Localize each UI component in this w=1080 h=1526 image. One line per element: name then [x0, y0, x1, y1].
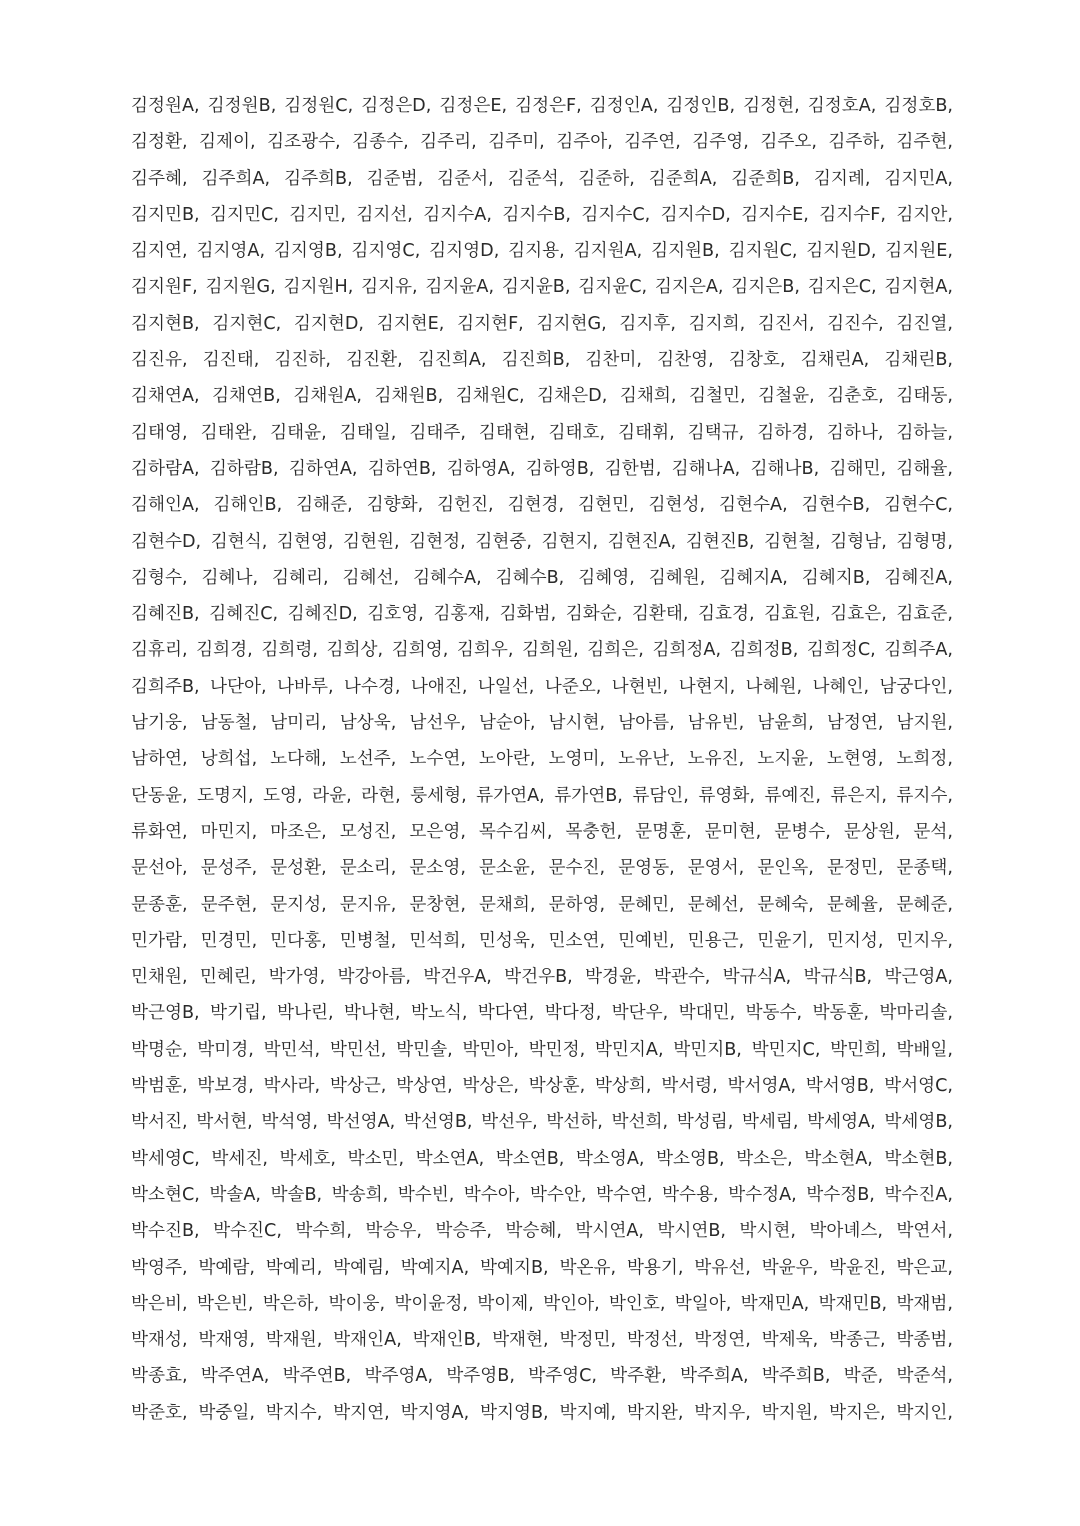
name-line: 박범훈, 박보경, 박사라, 박상근, 박상연, 박상은, 박상훈, 박상희, 박서령, 박서영A, 박서영B, 박서영C, — [131, 1076, 953, 1097]
name-line: 박은비, 박은빈, 박은하, 박이웅, 박이윤정, 박이제, 박인아, 박인호, 박일아, 박재민A, 박재민B, 박재범, — [131, 1293, 953, 1314]
name-line: 박준호, 박중일, 박지수, 박지연, 박지영A, 박지영B, 박지예, 박지완, 박지우, 박지원, 박지은, 박지인, — [131, 1402, 953, 1423]
name-line: 김휴리, 김희경, 김희령, 김희상, 김희영, 김희우, 김희원, 김희은, 김희정A, 김희정B, 김희정C, 김희주A, — [131, 640, 953, 661]
name-line: 김지민B, 김지민C, 김지민, 김지선, 김지수A, 김지수B, 김지수C, 김지수D, 김지수E, 김지수F, 김지안, — [131, 204, 953, 225]
name-line: 민가람, 민경민, 민다홍, 민병철, 민석희, 민성욱, 민소연, 민예빈, 민용근, 민윤기, 민지성, 민지우, — [131, 930, 953, 951]
name-line: 단동윤, 도명지, 도영, 라윤, 라현, 룽세형, 류가연A, 류가연B, 류담인, 류영화, 류예진, 류은지, 류지수, — [131, 785, 953, 806]
name-line: 남하연, 낭희섭, 노다해, 노선주, 노수연, 노아란, 노영미, 노유난, 노유진, 노지윤, 노현영, 노희정, — [131, 749, 953, 770]
name-line: 박서진, 박서현, 박석영, 박선영A, 박선영B, 박선우, 박선하, 박선희, 박성림, 박세림, 박세영A, 박세영B, — [131, 1112, 953, 1133]
name-line: 김지연, 김지영A, 김지영B, 김지영C, 김지영D, 김지용, 김지원A, 김지원B, 김지원C, 김지원D, 김지원E, — [131, 241, 953, 262]
name-line: 박명순, 박미경, 박민석, 박민선, 박민솔, 박민아, 박민정, 박민지A, 박민지B, 박민지C, 박민희, 박배일, — [131, 1039, 953, 1060]
name-line: 김지현B, 김지현C, 김지현D, 김지현E, 김지현F, 김지현G, 김지후, 김지희, 김진서, 김진수, 김진열, — [131, 313, 953, 334]
name-line: 김채연A, 김채연B, 김채원A, 김채원B, 김채원C, 김채은D, 김채희, 김철민, 김철윤, 김춘호, 김태동, — [131, 386, 953, 407]
name-line: 문종훈, 문주현, 문지성, 문지유, 문창현, 문채희, 문하영, 문혜민, 문혜선, 문혜숙, 문혜율, 문혜준, — [131, 894, 953, 915]
name-line: 김주혜, 김주희A, 김주희B, 김준범, 김준서, 김준석, 김준하, 김준희A, 김준희B, 김지례, 김지민A, — [131, 168, 953, 189]
name-line: 김희주B, 나단아, 나바루, 나수경, 나애진, 나일선, 나준오, 나현빈, 나현지, 나혜원, 나혜인, 남궁다인, — [131, 676, 953, 697]
name-list — [131, 88, 953, 1431]
name-line: 김진유, 김진태, 김진하, 김진환, 김진희A, 김진희B, 김찬미, 김찬영, 김창호, 김채린A, 김채린B, — [131, 350, 953, 371]
name-line: 김정원A, 김정원B, 김정원C, 김정은D, 김정은E, 김정은F, 김정인A, 김정인B, 김정현, 김정호A, 김정호B, — [131, 96, 953, 116]
name-line: 박영주, 박예람, 박예리, 박예림, 박예지A, 박예지B, 박온유, 박용기, 박유선, 박윤우, 박윤진, 박은교, — [131, 1257, 953, 1278]
name-line: 김현수D, 김현식, 김현영, 김현원, 김현정, 김현중, 김현지, 김현진A, 김현진B, 김현철, 김형남, 김형명, — [131, 531, 953, 552]
name-line: 문선아, 문성주, 문성환, 문소리, 문소영, 문소윤, 문수진, 문영동, 문영서, 문인옥, 문정민, 문종택, — [131, 858, 953, 879]
name-line: 김혜진B, 김혜진C, 김혜진D, 김호영, 김홍재, 김화범, 김화순, 김환태, 김효경, 김효원, 김효은, 김효준, — [131, 604, 953, 625]
name-line: 민채원, 민혜린, 박가영, 박강아름, 박건우A, 박건우B, 박경윤, 박관수, 박규식A, 박규식B, 박근영A, — [131, 967, 953, 988]
name-line: 박수진B, 박수진C, 박수희, 박승우, 박승주, 박승혜, 박시연A, 박시연B, 박시현, 박아녜스, 박연서, — [131, 1221, 953, 1242]
name-line: 김정환, 김제이, 김조광수, 김종수, 김주리, 김주미, 김주아, 김주연, 김주영, 김주오, 김주하, 김주현, — [131, 132, 953, 153]
name-line: 김태영, 김태완, 김태윤, 김태일, 김태주, 김태현, 김태호, 김태휘, 김택규, 김하경, 김하나, 김하늘, — [131, 422, 953, 443]
name-line: 박근영B, 박기립, 박나린, 박나현, 박노식, 박다연, 박다정, 박단우, 박대민, 박동수, 박동훈, 박마리솔, — [131, 1003, 953, 1024]
name-line: 박재성, 박재영, 박재원, 박재인A, 박재인B, 박재현, 박정민, 박정선, 박정연, 박제욱, 박종근, 박종범, — [131, 1330, 953, 1351]
name-line: 박종효, 박주연A, 박주연B, 박주영A, 박주영B, 박주영C, 박주환, 박주희A, 박주희B, 박준, 박준석, — [131, 1366, 953, 1387]
name-line: 김형수, 김혜나, 김혜리, 김혜선, 김혜수A, 김혜수B, 김혜영, 김혜원, 김혜지A, 김혜지B, 김혜진A, — [131, 567, 953, 588]
name-line: 남기웅, 남동철, 남미리, 남상욱, 남선우, 남순아, 남시현, 남아름, 남유빈, 남윤희, 남정연, 남지원, — [131, 713, 953, 734]
name-line: 류화연, 마민지, 마조은, 모성진, 모은영, 목수김씨, 목충헌, 문명훈, 문미현, 문병수, 문상원, 문석, — [131, 821, 953, 842]
name-line: 박세영C, 박세진, 박세호, 박소민, 박소연A, 박소연B, 박소영A, 박소영B, 박소은, 박소현A, 박소현B, — [131, 1148, 953, 1169]
name-line: 박소현C, 박솔A, 박솔B, 박송희, 박수빈, 박수아, 박수안, 박수연, 박수용, 박수정A, 박수정B, 박수진A, — [131, 1184, 953, 1205]
name-line: 김해인A, 김해인B, 김해준, 김향화, 김헌진, 김현경, 김현민, 김현성, 김현수A, 김현수B, 김현수C, — [131, 495, 953, 516]
name-line: 김하람A, 김하람B, 김하연A, 김하연B, 김하영A, 김하영B, 김한범, 김해나A, 김해나B, 김해민, 김해율, — [131, 458, 953, 479]
name-line: 김지원F, 김지원G, 김지원H, 김지유, 김지윤A, 김지윤B, 김지윤C, 김지은A, 김지은B, 김지은C, 김지현A, — [131, 277, 953, 298]
